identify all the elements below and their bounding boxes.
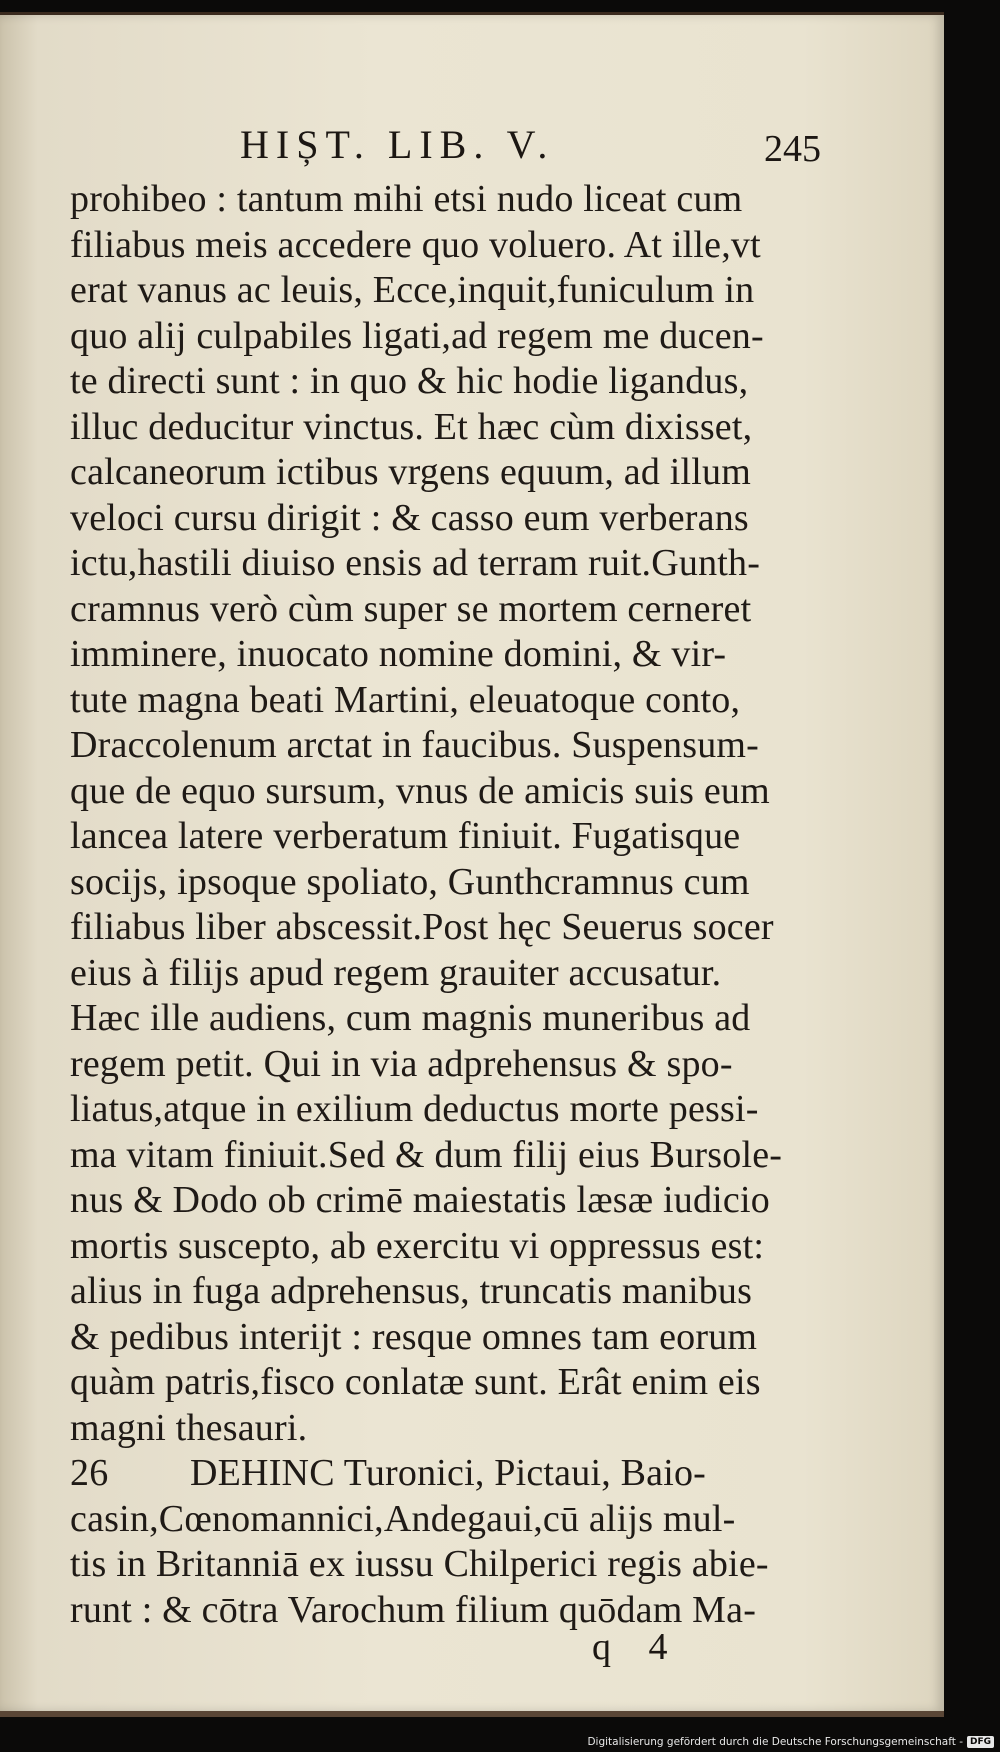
text-line: filiabus liber abscessit.Post hęc Seuerus socer bbox=[70, 906, 774, 948]
chapter-line: tis in Britanniā ex iussu Chilperici regis abie- bbox=[70, 1543, 769, 1585]
page-number: 245 bbox=[764, 128, 821, 170]
digitization-credit bbox=[587, 1736, 994, 1748]
body-text bbox=[70, 177, 870, 1633]
book-page bbox=[0, 12, 944, 1717]
text-line: ictu,hastili diuiso ensis ad terram ruit.Gunth- bbox=[70, 542, 761, 584]
text-line: illuc deducitur vinctus. Et hæc cùm dixisset, bbox=[70, 405, 753, 448]
text-line: eius à filijs apud regem grauiter accusatur. bbox=[70, 951, 722, 994]
text-line: Hæc ille audiens, cum magnis muneribus ad bbox=[70, 997, 751, 1039]
text-line: ma vitam finiuit.Sed & dum filij eius Bursole- bbox=[70, 1133, 783, 1176]
text-line: lancea latere verberatum finiuit. Fugatisque bbox=[70, 815, 741, 857]
text-line: nus & Dodo ob crimē maiestatis læsæ iudicio bbox=[70, 1179, 770, 1221]
credit-text: Digitalisierung gefördert durch die Deutsche Forschungsgemeinschaft - bbox=[587, 1736, 963, 1748]
dfg-logo: DFG bbox=[967, 1736, 994, 1748]
text-line: liatus,atque in exilium deductus morte pessi- bbox=[70, 1088, 759, 1130]
chapter-line: runt : & cōtra Varochum filium quōdam Ma- bbox=[70, 1588, 757, 1631]
text-line: alius in fuga adprehensus, truncatis manibus bbox=[70, 1270, 753, 1312]
page-header bbox=[0, 115, 944, 175]
text-line: cramnus verò cùm super se mortem cerneret bbox=[70, 587, 752, 630]
text-line: te directi sunt : in quo & hic hodie ligandus, bbox=[70, 360, 749, 402]
text-line: quo alij culpabiles ligati,ad regem me ducen- bbox=[70, 314, 764, 357]
running-title: HIȘT. LIB. V. bbox=[240, 122, 555, 167]
chapter-line: casin,Cœnomannici,Andegaui,cū alijs mul- bbox=[70, 1497, 736, 1540]
text-line: quàm patris,fisco conlatæ sunt. Erât enim eis bbox=[70, 1361, 761, 1403]
text-line: imminere, inuocato nomine domini, & vir- bbox=[70, 633, 727, 675]
text-line: regem petit. Qui in via adprehensus & spo- bbox=[70, 1042, 733, 1085]
chapter-number: 26 bbox=[70, 1452, 109, 1494]
text-line: & pedibus interijt : resque omnes tam eorum bbox=[70, 1315, 758, 1358]
text-line: Draccolenum arctat in faucibus. Suspensum- bbox=[70, 724, 760, 766]
chapter-line: DEHINC Turonici, Pictaui, Baio- bbox=[190, 1452, 707, 1494]
text-line: socijs, ipsoque spoliato, Gunthcramnus cum bbox=[70, 860, 750, 903]
signature-mark: q 4 bbox=[592, 1626, 682, 1668]
text-line: calcaneorum ictibus vrgens equum, ad illum bbox=[70, 451, 751, 493]
chapter-start-line bbox=[70, 1451, 870, 1497]
text-line: filiabus meis accedere quo voluero. At ille,vt bbox=[70, 223, 761, 266]
text-line: veloci cursu dirigit : & casso eum verberans bbox=[70, 496, 749, 539]
text-line: erat vanus ac leuis, Ecce,inquit,funiculum in bbox=[70, 269, 755, 311]
text-line: prohibeo : tantum mihi etsi nudo liceat cum bbox=[70, 178, 743, 220]
text-line: tute magna beati Martini, eleuatoque conto, bbox=[70, 678, 741, 721]
text-line: magni thesauri. bbox=[70, 1406, 308, 1449]
text-line: mortis suscepto, ab exercitu vi oppressus est: bbox=[70, 1224, 765, 1267]
text-line: que de equo sursum, vnus de amicis suis eum bbox=[70, 769, 770, 812]
